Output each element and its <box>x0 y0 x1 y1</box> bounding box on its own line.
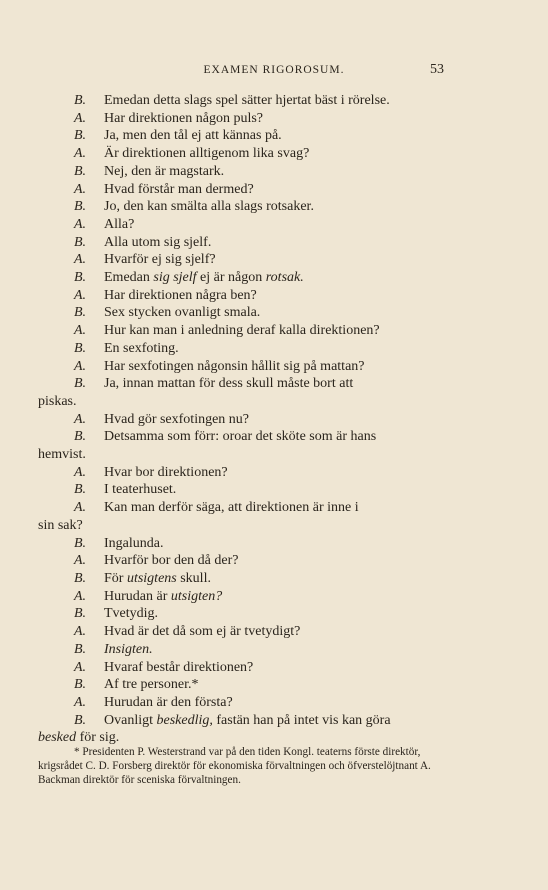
line-text: Ja, men den tål ej att kännas på. <box>104 128 282 144</box>
line-text: Emedan sig sjelf ej är någon rotsak. <box>104 270 304 286</box>
dialogue-line <box>38 623 454 641</box>
line-text: Nej, den är magstark. <box>104 163 225 179</box>
speaker-label: A. <box>74 216 87 232</box>
line-text: Tvetydig. <box>104 606 159 622</box>
dialogue-line <box>38 552 454 570</box>
dialogue-line <box>38 145 454 163</box>
speaker-label: B. <box>74 199 87 215</box>
speaker-label: B. <box>74 340 87 356</box>
dialogue-line <box>38 304 454 322</box>
dialogue-line <box>38 127 454 145</box>
speaker-label: B. <box>74 376 87 392</box>
running-head: EXAMEN RIGOROSUM. <box>203 64 345 76</box>
dialogue-line <box>38 694 454 712</box>
footnote-text: Presidenten P. Westerstrand var på den tiden Kongl. teaterns förste direktör, krigsrådet C. D. Forsberg direktör för ekonomiska förvaltningen och öfverstelöjtnant A. Backman direktör för sceniska förvaltningen. <box>38 746 431 786</box>
speaker-label: B. <box>74 305 87 321</box>
speaker-label: B. <box>74 93 87 108</box>
line-text: För utsigtens skull. <box>104 570 211 586</box>
speaker-label: B. <box>74 163 87 179</box>
speaker-label: A. <box>74 624 87 640</box>
dialogue-line <box>38 198 454 216</box>
speaker-label: A. <box>74 110 87 126</box>
dialogue-line <box>38 641 454 659</box>
line-text: Har direktionen några ben? <box>104 287 257 303</box>
speaker-label: A. <box>74 146 87 162</box>
dialogue-line <box>38 322 454 340</box>
dialogue-line <box>38 375 454 393</box>
line-text: Ja, innan mattan för dess skull måste bort att <box>104 376 354 392</box>
speaker-label: B. <box>74 606 87 622</box>
speaker-label: B. <box>74 128 87 144</box>
line-text: Alla utom sig sjelf. <box>104 234 212 250</box>
line-text: I teaterhuset. <box>104 482 177 498</box>
speaker-label: A. <box>74 464 87 480</box>
line-text: Sex stycken ovanligt smala. <box>104 305 261 321</box>
dialogue-line <box>38 605 454 623</box>
speaker-label: B. <box>74 535 87 551</box>
line-text: Hur kan man i anledning deraf kalla direktionen? <box>104 323 380 339</box>
line-continuation: piskas. <box>38 393 77 409</box>
dialogue-line <box>38 340 454 358</box>
speaker-label: B. <box>74 641 87 657</box>
line-text: Hvarför bor den då der? <box>104 553 239 569</box>
dialogue-line <box>38 269 454 287</box>
footnote <box>38 745 454 787</box>
line-text: Detsamma som förr: oroar det sköte som är hans <box>104 429 377 445</box>
dialogue-line <box>38 287 454 305</box>
footnote-marker: * <box>74 746 80 758</box>
line-text: Alla? <box>104 216 135 232</box>
line-text: Hvad är det då som ej är tvetydigt? <box>104 624 301 640</box>
dialogue-line <box>38 588 454 606</box>
dialogue-line <box>38 481 454 499</box>
line-text: Hurudan är utsigten? <box>104 588 223 604</box>
line-text: Hurudan är den första? <box>104 694 233 710</box>
line-text: Hvar bor direktionen? <box>104 464 228 480</box>
speaker-label: A. <box>74 659 87 675</box>
dialogue-line <box>38 110 454 128</box>
dialogue-line <box>38 251 454 269</box>
line-continuation: besked för sig. <box>38 730 120 746</box>
line-text: Kan man derför säga, att direktionen är inne i <box>104 500 359 516</box>
dialogue-line <box>38 712 454 730</box>
speaker-label: A. <box>74 358 87 374</box>
line-text: Ingalunda. <box>104 535 164 551</box>
line-continuation: hemvist. <box>38 447 86 463</box>
speaker-label: A. <box>74 252 87 268</box>
line-text: Hvarför ej sig sjelf? <box>104 252 216 268</box>
dialogue-line <box>38 181 454 199</box>
line-text: Af tre personer.* <box>104 677 199 693</box>
speaker-label: A. <box>74 500 87 516</box>
dialogue-line <box>38 411 454 429</box>
dialogue-text <box>38 92 454 747</box>
dialogue-line <box>38 92 454 110</box>
line-text: Hvad förstår man dermed? <box>104 181 254 197</box>
line-text: Har sexfotingen någonsin hållit sig på mattan? <box>104 358 365 374</box>
dialogue-line <box>38 358 454 376</box>
page-header <box>0 62 548 80</box>
line-text: En sexfoting. <box>104 340 179 356</box>
speaker-label: A. <box>74 287 87 303</box>
speaker-label: B. <box>74 570 87 586</box>
dialogue-line <box>38 163 454 181</box>
line-text: Är direktionen alltigenom lika svag? <box>104 146 310 162</box>
dialogue-line <box>38 659 454 677</box>
line-text: Ovanligt beskedlig, fastän han på intet vis kan göra <box>104 712 391 728</box>
speaker-label: B. <box>74 712 87 728</box>
speaker-label: B. <box>74 482 87 498</box>
speaker-label: A. <box>74 553 87 569</box>
line-text: Jo, den kan smälta alla slags rotsaker. <box>104 199 314 215</box>
speaker-label: B. <box>74 677 87 693</box>
dialogue-line <box>38 234 454 252</box>
speaker-label: B. <box>74 270 87 286</box>
speaker-label: A. <box>74 323 87 339</box>
line-text: Hvaraf består direktionen? <box>104 659 254 675</box>
dialogue-line <box>38 535 454 553</box>
speaker-label: A. <box>74 181 87 197</box>
line-text: Har direktionen någon puls? <box>104 110 264 126</box>
dialogue-line <box>38 464 454 482</box>
line-text: Hvad gör sexfotingen nu? <box>104 411 250 427</box>
speaker-label: B. <box>74 429 87 445</box>
line-text: Emedan detta slags spel sätter hjertat bäst i rörelse. <box>104 93 390 108</box>
dialogue-line <box>38 428 454 446</box>
dialogue-line <box>38 570 454 588</box>
dialogue-line <box>38 499 454 517</box>
speaker-label: A. <box>74 588 87 604</box>
dialogue-line <box>38 216 454 234</box>
speaker-label: B. <box>74 234 87 250</box>
line-text: Insigten. <box>104 641 153 657</box>
line-continuation: sin sak? <box>38 517 83 533</box>
speaker-label: A. <box>74 694 87 710</box>
speaker-label: A. <box>74 411 87 427</box>
dialogue-line <box>38 676 454 694</box>
page-number: 53 <box>430 62 444 77</box>
